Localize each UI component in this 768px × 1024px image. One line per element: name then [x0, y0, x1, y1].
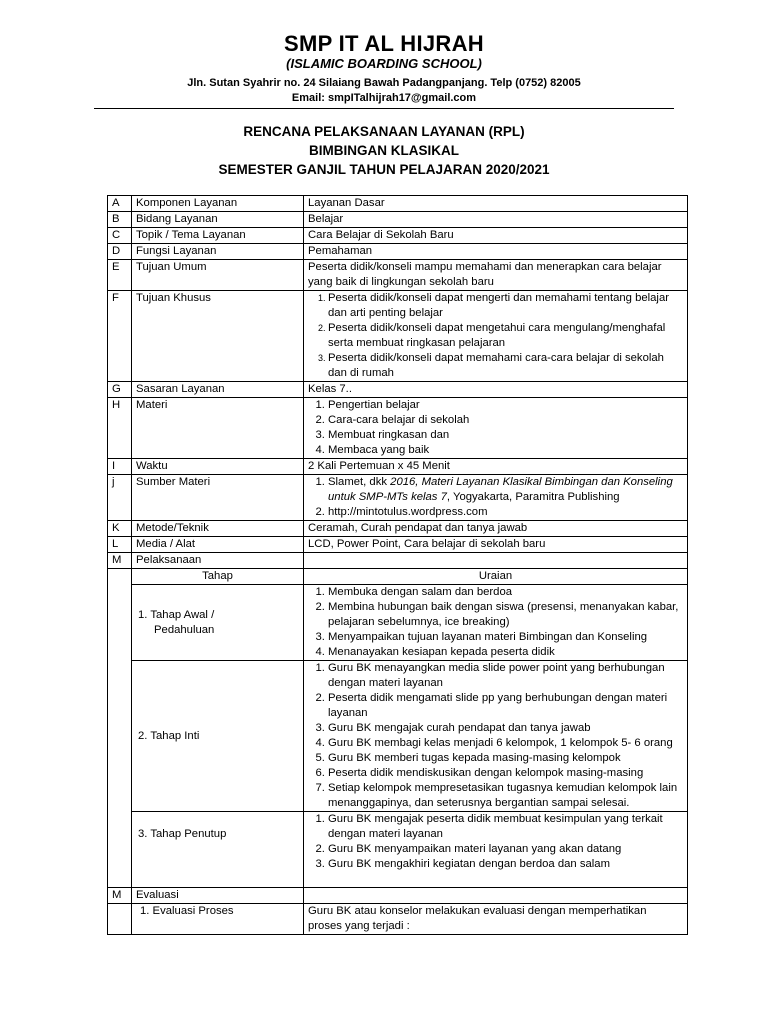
table-row: [108, 244, 688, 260]
row-code: K: [108, 521, 132, 537]
doc-title-line1: RENCANA PELAKSANAAN LAYANAN (RPL): [243, 124, 525, 139]
tahap-awal-label: [132, 585, 304, 661]
row-value: [304, 888, 688, 904]
row-value: Kelas 7..: [304, 382, 688, 398]
table-row: [108, 521, 688, 537]
row-value: Pemahaman: [304, 244, 688, 260]
list-item: 1. Peserta didik/konseli dapat mengerti dan memahami tentang belajar dan arti penting belajar: [328, 291, 683, 321]
list-item: 2. Membina hubungan baik dengan siswa (presensi, menanyakan kabar, pelajaran sebelumnya, ice breaking): [328, 600, 683, 630]
row-label: Fungsi Layanan: [132, 244, 304, 260]
table-row: [108, 537, 688, 553]
row-code: C: [108, 228, 132, 244]
uraian-header: Uraian: [304, 569, 688, 585]
ref-author: Slamet, dkk: [328, 476, 391, 488]
row-value: Belajar: [304, 212, 688, 228]
row-label: Topik / Tema Layanan: [132, 228, 304, 244]
row-code: H: [108, 398, 132, 459]
list-item: 3. Guru BK mengajak curah pendapat dan tanya jawab: [328, 721, 683, 736]
list-item: 2. Cara-cara belajar di sekolah: [328, 413, 683, 428]
reference-web: 2. http://mintotulus.wordpress.com: [328, 505, 683, 520]
table-row: [108, 212, 688, 228]
tahap-penutup-label: 3. Tahap Penutup: [132, 812, 304, 888]
doc-title-line3: SEMESTER GANJIL TAHUN PELAJARAN 2020/2021: [218, 162, 550, 177]
row-value: Ceramah, Curah pendapat dan tanya jawab: [304, 521, 688, 537]
list-item: 3. Peserta didik/konseli dapat memahami cara-cara belajar di sekolah dan di rumah: [328, 351, 683, 381]
list-item: 4. Menanayakan kesiapan kepada peserta didik: [328, 645, 683, 660]
row-label: Sasaran Layanan: [132, 382, 304, 398]
tahap-header: Tahap: [132, 569, 304, 585]
list-item: 6. Peserta didik mendiskusikan dengan kelompok masing-masing: [328, 766, 683, 781]
ref-title: 2016, Materi Layanan Klasikal Bimbingan dan Konseling untuk SMP-MTs kelas 7: [328, 476, 673, 503]
school-email: Email: smpITalhijrah17@gmail.com: [291, 92, 477, 104]
row-value: [304, 553, 688, 569]
row-label: Pelaksanaan: [132, 553, 304, 569]
row-label: Komponen Layanan: [132, 196, 304, 212]
row-label: Waktu: [132, 459, 304, 475]
table-row: [108, 475, 688, 521]
evaluasi-proses-row: [108, 904, 688, 935]
table-row: [108, 398, 688, 459]
list-item: 1. Guru BK menayangkan media slide power point yang berhubungan dengan materi layanan: [328, 661, 683, 691]
list-item: 7. Setiap kelompok mempresetasikan tugasnya kemudian kelompok lain menanggapinya, dan seterusnya bergantian sampai selesai.: [328, 781, 683, 811]
row-value: [304, 398, 688, 459]
blank-cell: [108, 569, 132, 888]
row-code: D: [108, 244, 132, 260]
row-label: Materi: [132, 398, 304, 459]
header-divider: [94, 108, 674, 109]
blank-cell: [108, 904, 132, 935]
row-value: Layanan Dasar: [304, 196, 688, 212]
tahap-awal-label-line2: Pedahuluan: [154, 623, 215, 636]
row-label: Bidang Layanan: [132, 212, 304, 228]
tahap-awal-label-line1: 1. Tahap Awal /: [138, 608, 215, 621]
list-item: 4. Membaca yang baik: [328, 443, 683, 458]
ref-publisher: , Yogyakarta, Paramitra Publishing: [446, 491, 620, 503]
rpl-table: [107, 195, 688, 935]
list-item: 1. Guru BK mengajak peserta didik membuat kesimpulan yang terkait dengan materi layanan: [328, 812, 683, 842]
row-label: Tujuan Khusus: [132, 291, 304, 382]
table-row: [108, 459, 688, 475]
list-item: 5. Guru BK memberi tugas kepada masing-masing kelompok: [328, 751, 683, 766]
row-code: I: [108, 459, 132, 475]
row-value: LCD, Power Point, Cara belajar di sekolah baru: [304, 537, 688, 553]
row-label: Metode/Teknik: [132, 521, 304, 537]
school-subtitle: (ISLAMIC BOARDING SCHOOL): [286, 56, 482, 71]
row-code: L: [108, 537, 132, 553]
doc-title-line2: BIMBINGAN KLASIKAL: [309, 143, 459, 158]
tahap-awal-row: [108, 585, 688, 661]
table-row: [108, 553, 688, 569]
table-row: [108, 196, 688, 212]
row-value: [304, 475, 688, 521]
list-item: 1. Pengertian belajar: [328, 398, 683, 413]
row-label: Media / Alat: [132, 537, 304, 553]
row-label: Tujuan Umum: [132, 260, 304, 291]
row-code: F: [108, 291, 132, 382]
row-label: Evaluasi: [132, 888, 304, 904]
list-item: 3. Guru BK mengakhiri kegiatan dengan berdoa dan salam: [328, 857, 683, 872]
tahap-inti-uraian: [304, 661, 688, 812]
row-code: M: [108, 553, 132, 569]
row-code: j: [108, 475, 132, 521]
table-row: [108, 291, 688, 382]
evaluasi-proses-value: Guru BK atau konselor melakukan evaluasi dengan memperhatikan proses yang terjadi :: [304, 904, 688, 935]
evaluasi-row: [108, 888, 688, 904]
table-row: [108, 228, 688, 244]
list-item: 3. Menyampaikan tujuan layanan materi Bimbingan dan Konseling: [328, 630, 683, 645]
table-row: [108, 382, 688, 398]
row-value: [304, 291, 688, 382]
evaluasi-proses-label: 1. Evaluasi Proses: [132, 904, 304, 935]
list-item: 2. Peserta didik/konseli dapat mengetahui cara mengulang/menghafal serta membuat ringkasan pelajaran: [328, 321, 683, 351]
row-code: A: [108, 196, 132, 212]
pelaksanaan-header-row: [108, 569, 688, 585]
row-value: 2 Kali Pertemuan x 45 Menit: [304, 459, 688, 475]
row-code: M: [108, 888, 132, 904]
school-address: Jln. Sutan Syahrir no. 24 Silaiang Bawah Padangpanjang. Telp (0752) 82005: [187, 77, 581, 89]
list-item: 2. Guru BK menyampaikan materi layanan yang akan datang: [328, 842, 683, 857]
school-name: SMP IT AL HIJRAH: [284, 31, 484, 56]
list-item: 1. Membuka dengan salam dan berdoa: [328, 585, 683, 600]
tahap-awal-uraian: [304, 585, 688, 661]
tahap-penutup-uraian: [304, 812, 688, 888]
reference-book: [328, 475, 683, 505]
tahap-inti-label: 2. Tahap Inti: [132, 661, 304, 812]
tahap-inti-row: [108, 661, 688, 812]
row-label: Sumber Materi: [132, 475, 304, 521]
row-value: Peserta didik/konseli mampu memahami dan menerapkan cara belajar yang baik di lingkungan sekolah baru: [304, 260, 688, 291]
row-value: Cara Belajar di Sekolah Baru: [304, 228, 688, 244]
list-item: 4. Guru BK membagi kelas menjadi 6 kelompok, 1 kelompok 5- 6 orang: [328, 736, 683, 751]
tahap-penutup-row: [108, 812, 688, 888]
row-code: E: [108, 260, 132, 291]
list-item: 2. Peserta didik mengamati slide pp yang berhubungan dengan materi layanan: [328, 691, 683, 721]
row-code: G: [108, 382, 132, 398]
list-item: 3. Membuat ringkasan dan: [328, 428, 683, 443]
table-row: [108, 260, 688, 291]
row-code: B: [108, 212, 132, 228]
